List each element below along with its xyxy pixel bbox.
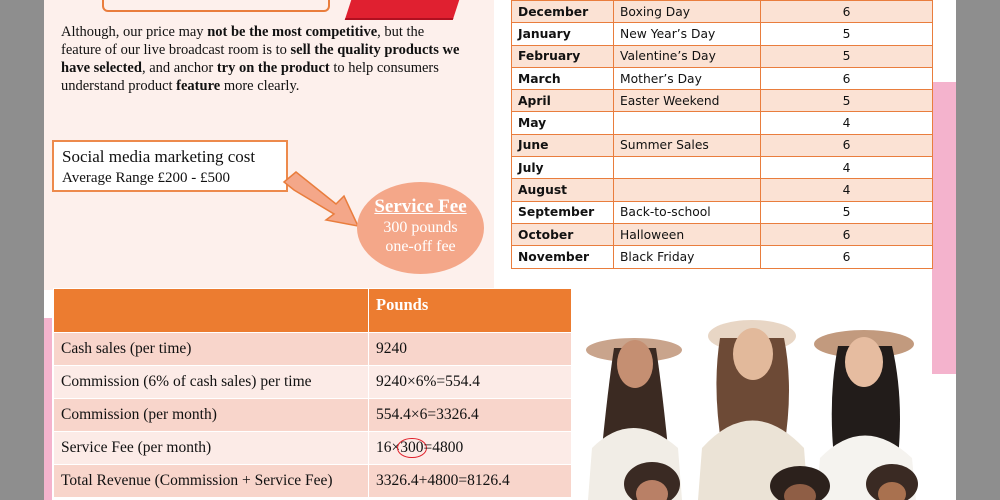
calendar-row [512,223,933,245]
pink-side-strip [932,82,956,374]
calendar-row [512,112,933,134]
paragraph-text: , but the feature of our live broadcast room is to [61,24,425,58]
month-cell: April [512,90,614,112]
count-cell: 6 [761,67,933,89]
pink-side-strip-left [44,318,52,500]
value-part: 16× [376,439,401,456]
holiday-cell: Back-to-school [614,201,761,223]
value-part: =4800 [423,439,464,456]
month-cell: June [512,134,614,156]
calendar-row [512,134,933,156]
row-value [369,432,572,465]
circled-value: 300 [397,438,426,458]
calendar-row [512,157,933,179]
holiday-cell [614,179,761,201]
cropped-top-box [102,0,330,12]
month-cell: August [512,179,614,201]
service-fee-note: one-off fee [385,238,456,255]
calendar-row [512,179,933,201]
count-cell: 4 [761,179,933,201]
table-row [54,432,572,465]
arrow-icon [280,168,364,232]
month-cell: July [512,157,614,179]
count-cell: 5 [761,45,933,67]
row-value: 3326.4+4800=8126.4 [369,465,572,498]
feature-paragraph [61,23,461,95]
count-cell: 5 [761,23,933,45]
calendar-row [512,246,933,268]
holiday-cell: Valentine’s Day [614,45,761,67]
count-cell: 5 [761,90,933,112]
paragraph-bold: not be the most competitive [207,24,378,40]
marketing-cost-box [52,140,288,192]
paragraph-bold: try on the product [216,60,330,76]
table-row [54,465,572,498]
table-row [54,366,572,399]
month-cell: January [512,23,614,45]
paragraph-bold: sell the quality products we have selected [61,42,460,76]
red-banner-graphic [345,0,459,20]
count-cell: 6 [761,246,933,268]
row-value: 9240 [369,333,572,366]
month-cell: September [512,201,614,223]
paragraph-text: to help consumers understand product [61,60,439,94]
row-label: Commission (per month) [54,399,369,432]
calendar-row [512,1,933,23]
count-cell: 5 [761,201,933,223]
count-cell: 6 [761,223,933,245]
calendar-row [512,90,933,112]
row-label: Commission (6% of cash sales) per time [54,366,369,399]
month-cell: November [512,246,614,268]
calendar-row [512,23,933,45]
count-cell: 4 [761,112,933,134]
row-label: Service Fee (per month) [54,432,369,465]
calendar-row [512,201,933,223]
table-row [54,399,572,432]
service-fee-title: Service Fee [374,196,467,217]
month-cell: February [512,45,614,67]
revenue-header-row [54,289,572,333]
service-fee-circle [357,182,484,274]
paragraph-bold: feature [176,78,221,94]
holiday-cell: Black Friday [614,246,761,268]
row-label: Cash sales (per time) [54,333,369,366]
women-illustration [572,298,932,500]
month-cell: March [512,67,614,89]
holiday-cell: Halloween [614,223,761,245]
document-page [44,0,956,500]
calendar-row [512,67,933,89]
paragraph-text: , and anchor [141,60,217,76]
revenue-table [53,288,572,498]
holiday-calendar-table [511,0,933,269]
count-cell: 6 [761,1,933,23]
month-cell: October [512,223,614,245]
month-cell: May [512,112,614,134]
header-cell [54,289,369,333]
holiday-cell [614,157,761,179]
row-value: 9240×6%=554.4 [369,366,572,399]
holiday-cell [614,112,761,134]
holiday-cell: Easter Weekend [614,90,761,112]
row-label: Total Revenue (Commission + Service Fee) [54,465,369,498]
marketing-cost-range: Average Range £200 - £500 [62,170,231,186]
table-row [54,333,572,366]
paragraph-text: more clearly. [220,78,300,94]
holiday-cell: New Year’s Day [614,23,761,45]
paragraph-text: Although, our price may [61,24,208,40]
holiday-cell: Mother’s Day [614,67,761,89]
row-value: 554.4×6=3326.4 [369,399,572,432]
marketing-cost-title: Social media marketing cost [62,147,256,166]
count-cell: 6 [761,134,933,156]
header-cell: Pounds [369,289,572,333]
month-cell: December [512,1,614,23]
count-cell: 4 [761,157,933,179]
holiday-cell: Summer Sales [614,134,761,156]
service-fee-amount: 300 pounds [383,219,458,236]
holiday-cell: Boxing Day [614,1,761,23]
calendar-row [512,45,933,67]
